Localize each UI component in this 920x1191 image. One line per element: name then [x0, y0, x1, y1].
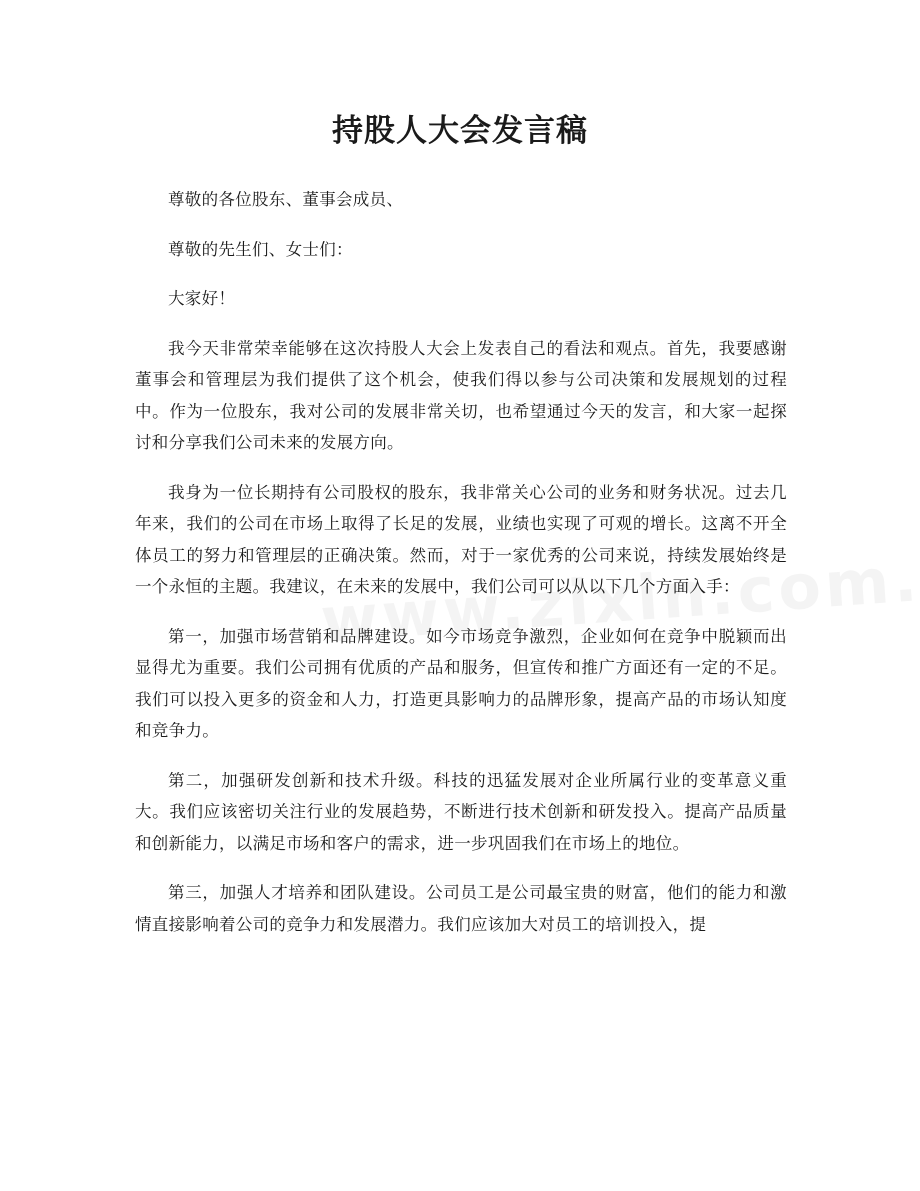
document-title: 持股人大会发言稿: [332, 113, 588, 149]
paragraph-intro: 我今天非常荣幸能够在这次持股人大会上发表自己的看法和观点。首先，我要感谢董事会和管理层为我们提供了这个机会，使我们得以参与公司决策和发展规划的过程中。作为一位股东，我对公司的发展非常关切，也希望通过今天的发言，和大家一起探讨和分享我们公司未来的发展方向。: [135, 338, 787, 452]
paragraph-background: 我身为一位长期持有公司股权的股东，我非常关心公司的业务和财务状况。过去几年来，我们的公司在市场上取得了长足的发展，业绩也实现了可观的增长。这离不开全体员工的努力和管理层的正确决策。然而，对于一家优秀的公司来说，持续发展始终是一个永恒的主题。我建议，在未来的发展中，我们公司可以从以下几个方面入手：: [135, 482, 787, 596]
paragraph-point-3: 第三，加强人才培养和团队建设。公司员工是公司最宝贵的财富，他们的能力和激情直接影响着公司的竞争力和发展潜力。我们应该加大对员工的培训投入，提: [135, 883, 787, 934]
paragraph-point-2: 第二，加强研发创新和技术升级。科技的迅猛发展对企业所属行业的变革意义重大。我们应该密切关注行业的发展趋势，不断进行技术创新和研发投入。提高产品质量和创新能力，以满足市场和客户的需求，进一步巩固我们在市场上的地位。: [135, 770, 787, 853]
greeting: 大家好！: [168, 289, 236, 308]
salutation-line-2: 尊敬的先生们、女士们：: [168, 239, 353, 259]
salutation-line-1: 尊敬的各位股东、董事会成员、: [168, 190, 404, 209]
paragraph-point-1: 第一，加强市场营销和品牌建设。如今市场竞争激烈，企业如何在竞争中脱颖而出显得尤为重要。我们公司拥有优质的产品和服务，但宣传和推广方面还有一定的不足。我们可以投入更多的资金和人力，打造更具影响力的品牌形象，提高产品的市场认知度和竞争力。: [135, 626, 787, 740]
document-body: [135, 184, 787, 958]
